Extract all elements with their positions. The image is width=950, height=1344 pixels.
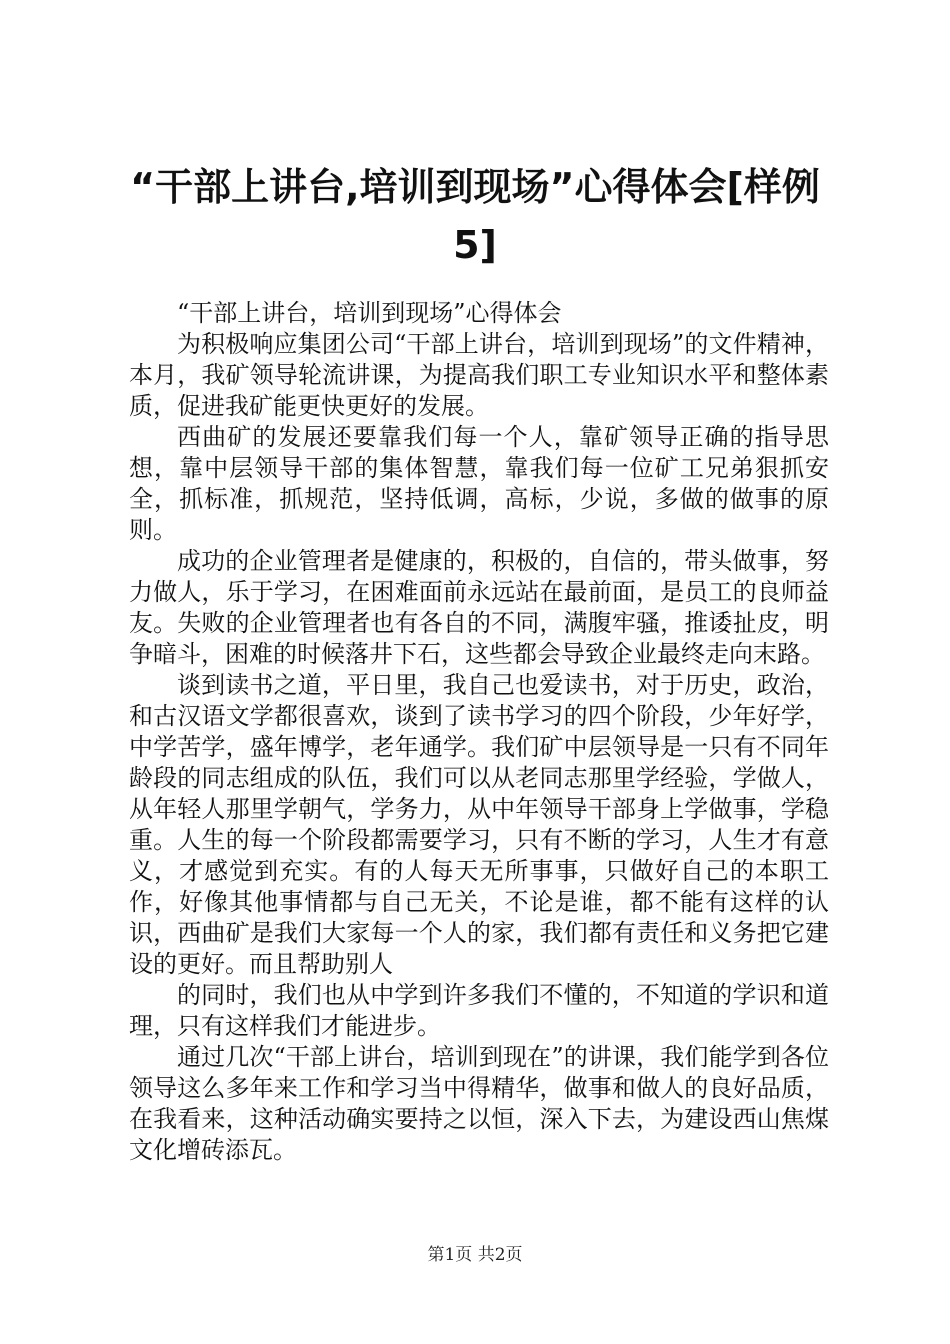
- paragraph-2: 西曲矿的发展还要靠我们每一个人，靠矿领导正确的指导思想，靠中层领导干部的集体智慧，靠我们每一位矿工兄弟狠抓安全，抓标准，抓规范，坚持低调，高标，少说，多做的做事的原则。: [129, 423, 829, 544]
- paragraph-3: 成功的企业管理者是健康的，积极的，自信的，带头做事，努力做人，乐于学习，在困难面前永远站在最前面，是员工的良师益友。失败的企业管理者也有各自的不同，满腹牢骚，推诿扯皮，明争暗斗，困难的时候落井下石，这些都会导致企业最终走向末路。: [129, 547, 829, 668]
- document-body: [129, 298, 829, 1166]
- paragraph-6: 通过几次“干部上讲台，培训到现在”的讲课，我们能学到各位领导这么多年来工作和学习当中得精华，做事和做人的良好品质，在我看来，这种活动确实要持之以恒，深入下去，为建设西山焦煤文化增砖添瓦。: [129, 1043, 829, 1164]
- document-title-line-2: 5]: [453, 223, 497, 267]
- paragraph-5: 的同时，我们也从中学到许多我们不懂的，不知道的学识和道理，只有这样我们才能进步。: [129, 981, 829, 1040]
- paragraph-4: 谈到读书之道，平日里，我自己也爱读书，对于历史，政治，和古汉语文学都很喜欢，谈到了读书学习的四个阶段，少年好学，中学苦学，盛年博学，老年通学。我们矿中层领导是一只有不同年龄段的同志组成的队伍，我们可以从老同志那里学经验，学做人，从年轻人那里学朝气，学务力，从中年领导干部身上学做事，学稳重。人生的每一个阶段都需要学习，只有不断的学习，人生才有意义，才感觉到充实。有的人每天无所事事，只做好自己的本职工作，好像其他事情都与自己无关，不论是谁，都不能有这样的认识，西曲矿是我们大家每一个人的家，我们都有责任和义务把它建设的更好。而且帮助别人: [129, 671, 829, 978]
- paragraph-1: 为积极响应集团公司“干部上讲台，培训到现场”的文件精神，本月，我矿领导轮流讲课，为提高我们职工专业知识水平和整体素质，促进我矿能更快更好的发展。: [129, 330, 829, 420]
- paragraph-subtitle: “干部上讲台，培训到现场”心得体会: [177, 299, 562, 327]
- document-title-line-1: “干部上讲台,培训到现场”心得体会[样例: [130, 165, 820, 209]
- page-footer: 第1页 共2页: [427, 1245, 523, 1265]
